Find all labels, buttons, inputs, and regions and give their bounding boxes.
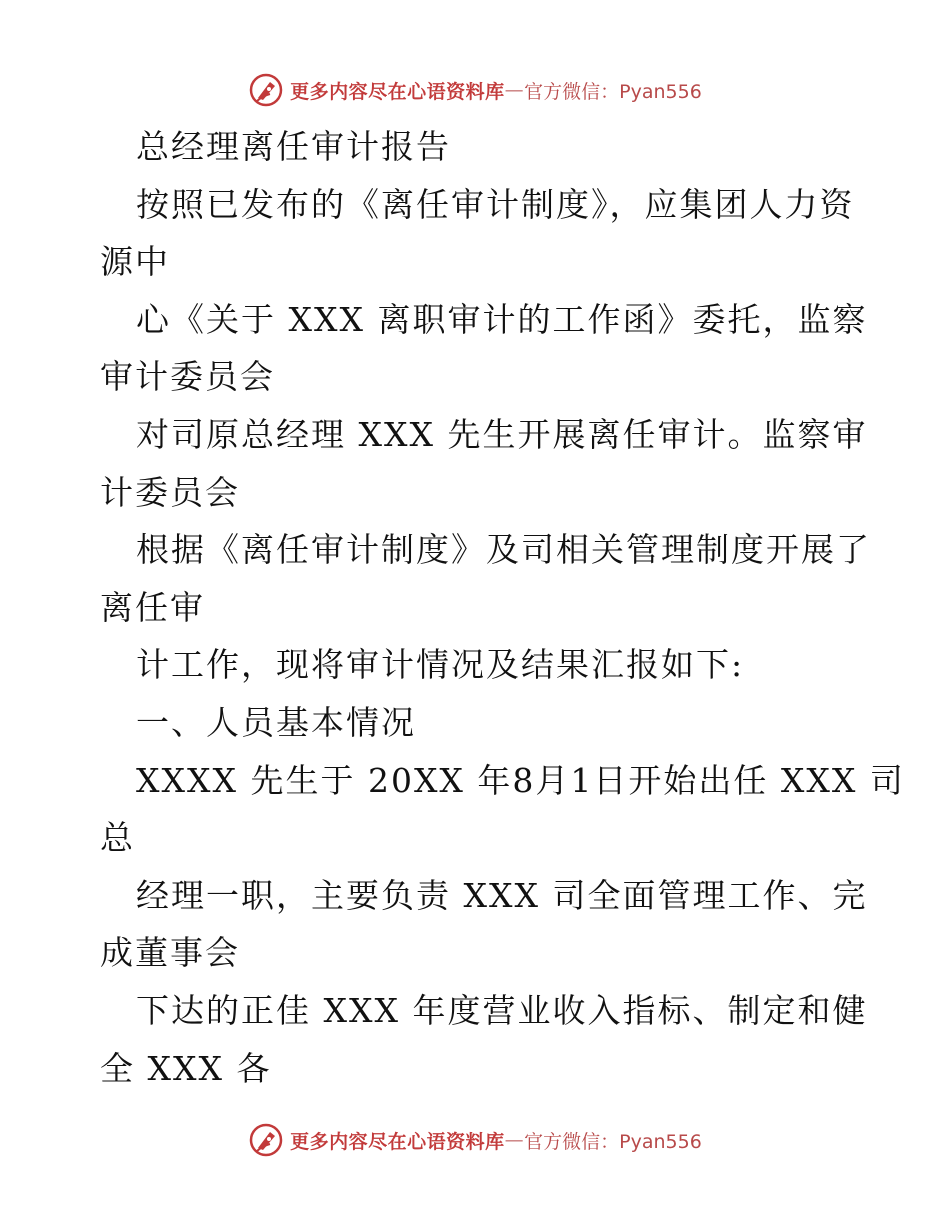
document-line: 离任审 [100,587,205,627]
document-line: 计委员会 [100,472,240,512]
document-line: 全 XXX 各 [100,1048,272,1088]
footer-watermark [0,1120,950,1160]
document-line: 总 [100,818,135,858]
header-watermark [0,70,950,110]
watermark-separator: — [504,79,525,101]
document-line: 心《关于 XXX 离职审计的工作函》委托，监察 [136,299,868,339]
document-line: 成董事会 [100,933,240,973]
document-body [100,118,905,1097]
document-line: 根据《离任审计制度》及司相关管理制度开展了 [136,530,871,570]
document-line: 下达的正佳 XXX 年度营业收入指标、制定和健 [136,990,868,1030]
pen-nib-icon [248,1122,284,1158]
document-line: 审计委员会 [100,357,275,397]
document-line: 总经理离任审计报告 [136,127,451,166]
document-line: 一、人员基本情况 [136,702,416,742]
document-line: 按照已发布的《离任审计制度》，应集团人力资 [136,184,855,224]
watermark-separator: — [504,1129,525,1151]
document-line: 源中 [100,242,170,282]
watermark-brand-text: 更多内容尽在心语资料库 [290,1130,505,1153]
pen-nib-icon [248,72,284,108]
document-line: 对司原总经理 XXX 先生开展离任审计。监察审 [136,414,868,454]
watermark-suffix-text: 官方微信：Pyan556 [524,80,702,103]
watermark-brand-text: 更多内容尽在心语资料库 [290,80,505,103]
watermark-suffix-text: 官方微信：Pyan556 [524,1130,702,1153]
document-line: 经理一职，主要负责 XXX 司全面管理工作、完 [136,875,868,915]
document-line: XXXX 先生于 20XX 年8月1日开始出任 XXX 司 [136,760,905,800]
document-line: 计工作，现将审计情况及结果汇报如下: [136,645,745,685]
